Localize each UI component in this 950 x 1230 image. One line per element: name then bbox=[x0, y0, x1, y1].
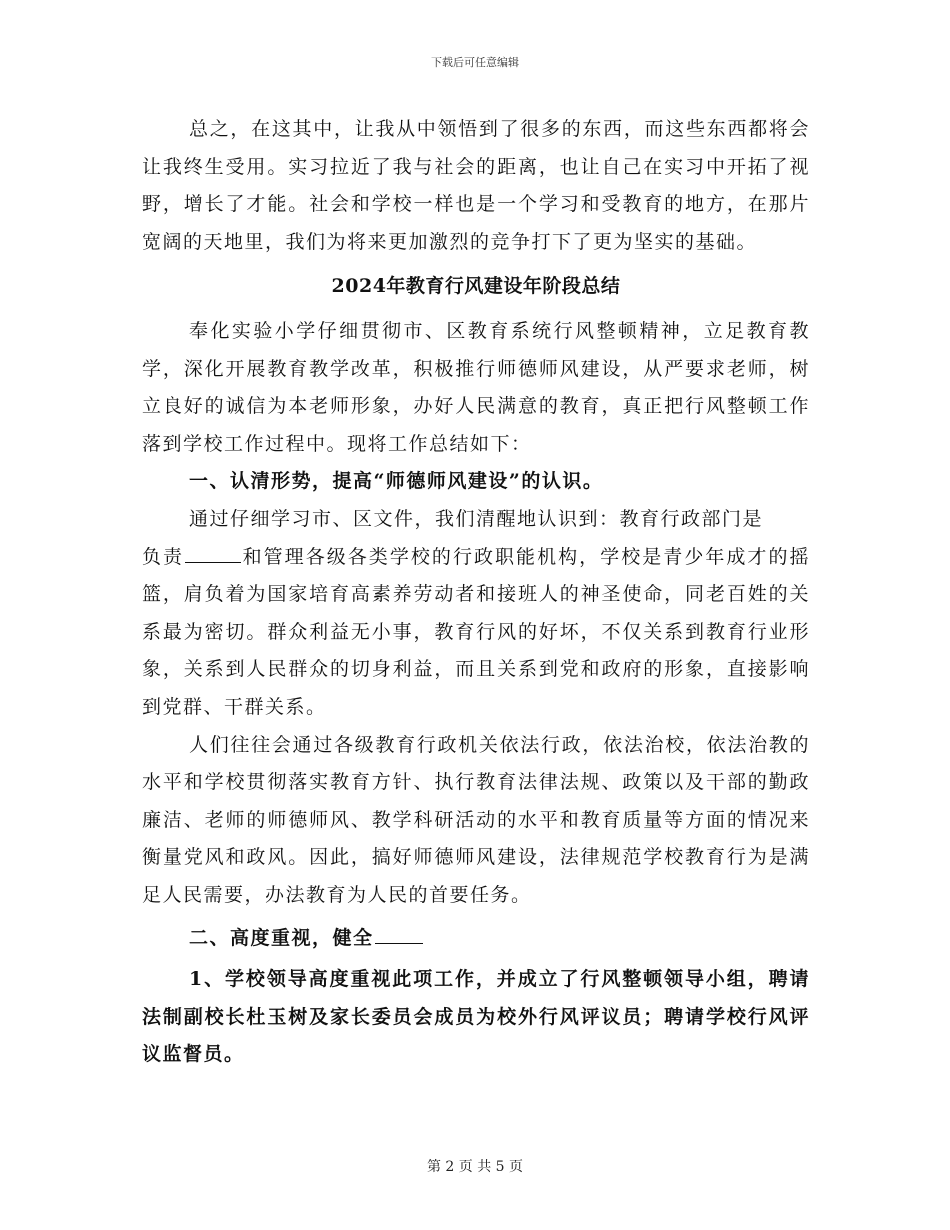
page-footer: 第 2 页 共 5 页 bbox=[426, 1159, 524, 1175]
paragraph-understanding-b: 和管理各级各类学校的行政职能机构，学校是青少年成才的摇篮，肩负着为国家培育高素养劳动者和接班人的神圣使命，同老百姓的关系最为密切。群众利益无小事，教育行风的好坏，不仅关系到教育行业形象，关系到人民群众的切身利益，而且关系到党和政府的形象，直接影响到党群、干群关系。 bbox=[142, 545, 810, 718]
section-title: 2024年教育行风建设年阶段总结 bbox=[331, 275, 621, 298]
paragraph-evaluation: 人们往往会通过各级教育行政机关依法行政，依法治校，依法治教的水平和学校贯彻落实教育方针、执行教育法律法规、政策以及干部的勤政廉洁、老师的师德师风、教学科研活动的水平和教育质量等方面的情况来衡量党风和政风。因此，搞好师德师风建设，法律规范学校教育行为是满足人民需要，办法教育为人民的首要任务。 bbox=[142, 733, 810, 906]
heading-two bbox=[142, 920, 810, 958]
paragraph-understanding-a: 负责 bbox=[142, 545, 185, 568]
paragraph-understanding bbox=[142, 501, 810, 727]
paragraph-summary: 总之，在这其中，让我从中领悟到了很多的东西，而这些东西都将会让我终生受用。实习拉近了我与社会的距离，也让自己在实习中开拓了视野，增长了才能。社会和学校一样也是一个学习和受教育的地方，在那片宽阔的天地里，我们为将来更加激烈的竞争打下了更为坚实的基础。 bbox=[142, 118, 810, 253]
blank-underline bbox=[185, 548, 241, 563]
paragraph-understanding-line1: 通过仔细学习市、区文件，我们清醒地认识到：教育行政部门是 bbox=[189, 507, 764, 530]
paragraph-leadership: 1、学校领导高度重视此项工作，并成立了行风整顿领导小组，聘请法制副校长杜玉树及家长委员会成员为校外行风评议员；聘请学校行风评议监督员。 bbox=[142, 968, 810, 1066]
blank-underline bbox=[375, 929, 423, 944]
heading-one: 一、认清形势，提高“师德师风建设”的认识。 bbox=[189, 470, 604, 493]
document-body bbox=[142, 111, 810, 1074]
page-header: 下载后可任意编辑 bbox=[431, 56, 519, 69]
paragraph-intro: 奉化实验小学仔细贯彻市、区教育系统行风整顿精神，立足教育教学，深化开展教育教学改革，积极推行师德师风建设，从严要求老师，树立良好的诚信为本老师形象，办好人民满意的教育，真正把行风整顿工作落到学校工作过程中。现将工作总结如下： bbox=[142, 319, 810, 455]
heading-two-text: 二、高度重视，健全 bbox=[189, 927, 374, 950]
